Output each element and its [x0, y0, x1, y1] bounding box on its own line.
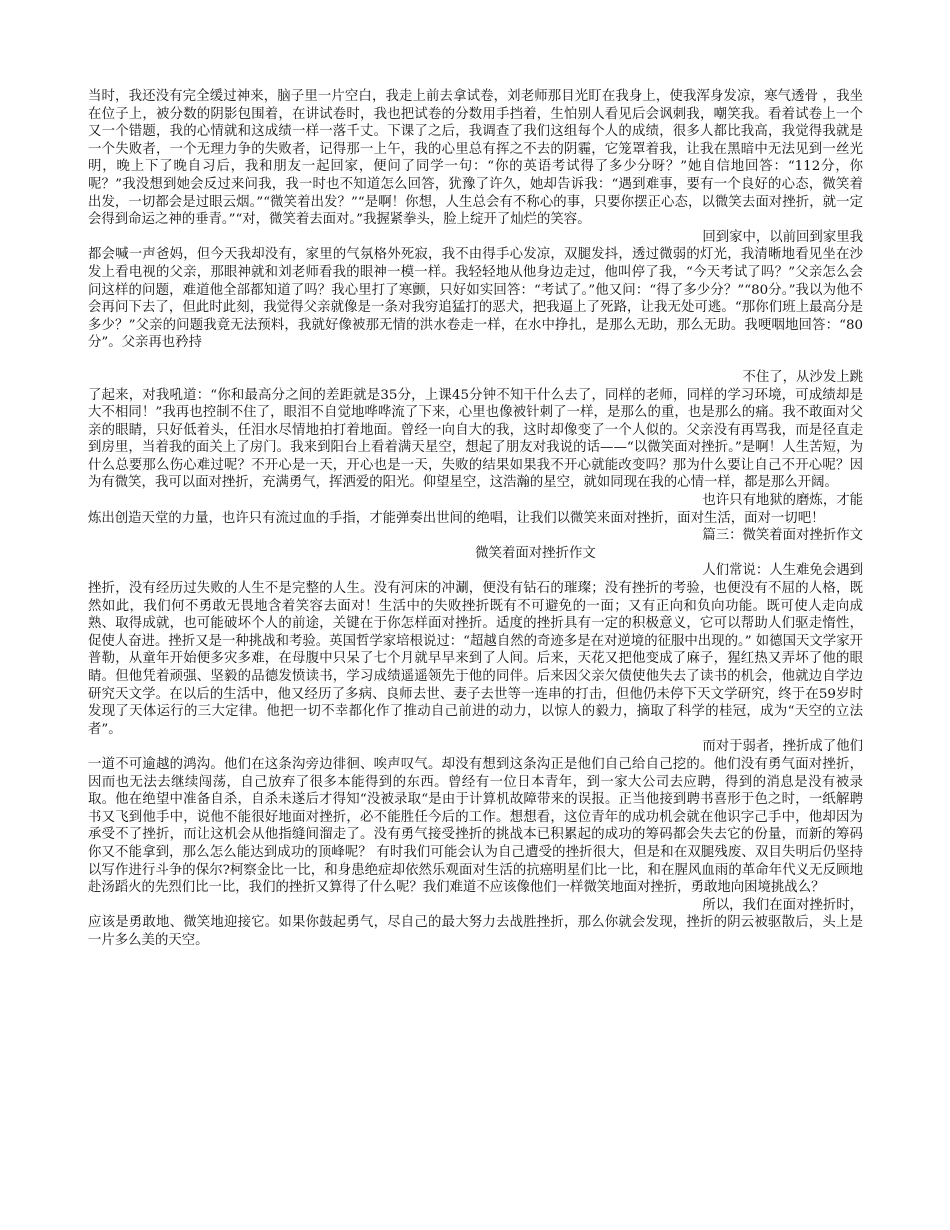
paragraph-lead: 所以，我们在面对挫折时， — [702, 897, 863, 913]
paragraph: 挫折，没有经历过失败的人生不是完整的人生。没有河床的冲涮，便没有钻石的璀璨；没有挫折的考验，也便没有不屈的人格，既然如此，我们何不勇敢无畏地含着笑容去面对！生活中的失败挫折既有不可避免的一面；又有正向和负向功能。既可使人走向成熟、取得成就，也可能破坏个人的前途，关键在于你怎样面对挫折。适度的挫折具有一定的积极意义，它可以帮助人们驱走惰性，促使人奋进。挫折又是一种挑战和考验。英国哲学家培根说过：“超越自然的奇迹多是在对逆境的征服中出现的。” 如德国天文学家开普勒，从童年开始便多灾多难，在母腹中只呆了七个月就早早来到了人间。后来，天花又把他变成了麻子，猩红热又弄坏了他的眼睛。但他凭着顽强、坚毅的品德发愤读书，学习成绩遥遥领先于他的同伴。后来因父亲欠债使他失去了读书的机会，他就边自学边研究天文学。在以后的生活中，他又经历了多病、良师去世、妻子去世等一连串的打击，但他仍未停下天文学研究，终于在59岁时发现了天体运行的三大定律。他把一切不幸都化作了推动自己前进的动力，以惊人的毅力，摘取了科学的桂冠，成为“天空的立法者”。 — [88, 581, 863, 737]
paragraph: 当时，我还没有完全缓过神来，脑子里一片空白，我走上前去拿试卷，刘老师那目光盯在我身上，使我浑身发凉，寒气透骨 ，我坐在位子上，被分数的阴影包围着，在讲试卷时，我也把试卷的分数用手挡着，生怕别人看见后会讽刺我，嘲笑我。看着试卷上一个又一个错题，我的心情就和这成绩一样一落千丈。下课了之后，我调查了我们这组每个人的成绩，很多人都比我高，我觉得我就是一个失败者，一个无理力争的失败者，记得那一上午，我的心里总有挥之不去的阴霾，它笼罩着我，让我在黑暗中无法见到一丝光明，晚上下了晚自习后，我和朋友一起回家，便问了同学一句：“你的英语考试得了多少分呀？”她自信地回答：“112分，你呢？”我没想到她会反过来问我，我一时也不知道怎么回答，犹豫了许久，她却告诉我：“遇到难事，要有一个良好的心态，微笑着出发，一切都会是过眼云烟。”“微笑着出发？”“是啊！你想，人生总会有不称心的事，只要你摆正心态，以微笑去面对挫折，就一定会得到命运之神的垂青。”“对，微笑着去面对。”我握紧拳头，脸上绽开了灿烂的笑容。 — [88, 89, 863, 228]
paragraph-lead: 不住了，从沙发上跳 — [742, 369, 863, 385]
section-title: 微笑着面对挫折作文 — [475, 545, 596, 561]
paragraph-lead: 而对于弱者，挫折成了他们 — [702, 739, 863, 755]
paragraph: 一道不可逾越的鸿沟。他们在这条沟旁边徘徊、唉声叹气。却没有想到这条沟正是他们自己给自己挖的。他们没有勇气面对挫折，因而也无法去继续闯荡，自己放弃了很多本能得到的东西。曾经有一位日本青年，到一家大公司去应聘，得到的消息是没有被录取。他在绝望中准备自杀，自杀未遂后才得知“没被录取“是由于计算机故障带来的误报。正当他接到聘书喜形于色之时，一纸解聘书又飞到他手中，说他不能很好地面对挫折，必不能胜任今后的工作。想想看，这位青年的成功机会就在他识字己手中，他却因为承受不了挫折，而让这机会从他指缝间溜走了。没有勇气接受挫折的挑战本已积累起的成功的筹码都会失去它的份量，而新的筹码你又不能拿到，那么怎么能达到成功的顶峰呢？ 有时我们可能会认为自己遭受的挫折很大，但是和在双腿残废、双目失明后仍坚持以写作进行斗争的保尔?柯察金比一比，和身患绝症却依然乐观面对生活的抗癌明星们比一比，和在腥风血雨的革命年代义无反顾地赴汤蹈火的先烈们比一比，我们的挫折又算得了什么呢？我们难道不应该像他们一样微笑地面对挫折，勇敢地向困境挑战么？ — [88, 756, 863, 896]
paragraph: 应该是勇敢地、微笑地迎接它。如果你鼓起勇气，尽自己的最大努力去战胜挫折，那么你就会发现，挫折的阴云被驱散后，头上是一片多么美的天空。 — [88, 915, 863, 948]
document-body — [88, 88, 863, 950]
paragraph-lead: 回到家中，以前回到家里我 — [702, 229, 863, 245]
paragraph-lead: 也许只有地狱的磨炼，才能 — [702, 493, 863, 509]
spacer — [88, 352, 863, 369]
paragraph: 了起来，对我吼道：“你和最高分之间的差距就是35分，上课45分钟不知干什么去了，同样的老师，同样的学习环境，可成绩却是大不相同！”我再也控制不住了，眼泪不自觉地哗哗流了下来，心里也像被针刺了一样，是那么的重，也是那么的痛。我不敢面对父亲的眼睛，只好低着头，任泪水尽情地拍打着地面。曾经一向自大的我，这时却像变了一个人似的。父亲没有再骂我，而是径直走到房里，当着我的面关上了房门。我来到阳台上看着满天星空，想起了朋友对我说的话——“以微笑面对挫折。”是啊！人生苦短，为什么总要那么伤心难过呢？不开心是一天，开心也是一天，失败的结果如果我不开心就能改变吗？那为什么要让自己不开心呢？因为有微笑，我可以面对挫折，充满勇气，挥洒爱的阳光。仰望星空，这浩瀚的星空，就如同现在我的心情一样，都是那么开阔。 — [88, 387, 863, 491]
paragraph: 都会喊一声爸妈，但今天我却没有，家里的气氛格外死寂，我不由得手心发凉，双腿发抖，透过微弱的灯光，我清晰地看见坐在沙发上看电视的父亲，那眼神就和刘老师看我的眼神一模一样。我轻轻地从他身边走过，他叫停了我，“今天考试了吗？”父亲怎么会问这样的问题，难道他全部都知道了吗？我心里打了寒颤，只好如实回答：“考试了。”他又问：“得了多少分？”“80分。”我以为他不会再问下去了，但此时此刻，我觉得父亲就像是一条对我穷追猛打的恶犬，把我逼上了死路，让我无处可逃。“那你们班上最高分是多少？”父亲的问题我竟无法预料，我就好像被那无情的洪水卷走一样，在水中挣扎，是那么无助，那么无助。我哽咽地回答：“80分”。父亲再也矜持 — [88, 247, 863, 351]
paragraph-lead: 人们常说：人生难免会遇到 — [702, 563, 863, 579]
paragraph: 炼出创造天堂的力量，也许只有流过血的手指，才能弹奏出世间的绝唱，让我们以微笑来面对挫折，面对生活，面对一切吧！ — [88, 510, 825, 526]
section-label: 篇三：微笑着面对挫折作文 — [702, 528, 863, 544]
